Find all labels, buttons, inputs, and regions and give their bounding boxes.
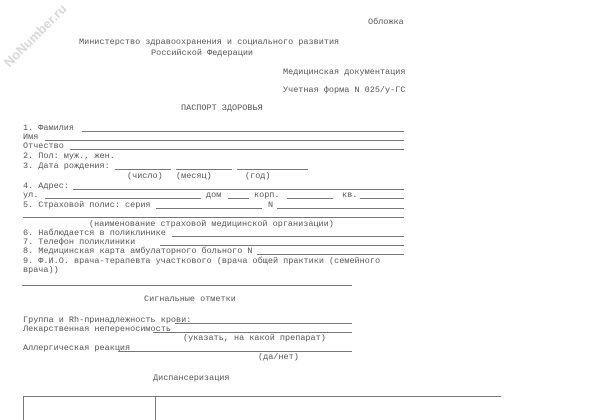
dispensary-table-col-divider bbox=[155, 396, 156, 420]
building-label: корп. bbox=[254, 190, 280, 200]
blood-label: Группа и Rh-принадлежность крови: bbox=[23, 315, 192, 325]
apt-label: кв. bbox=[342, 190, 358, 200]
card-line[interactable] bbox=[257, 254, 404, 255]
page-title: ПАСПОРТ ЗДОРОВЬЯ bbox=[181, 103, 263, 113]
building-line[interactable] bbox=[287, 198, 333, 199]
clinic-line[interactable] bbox=[172, 236, 404, 237]
cover-label: Обложка bbox=[368, 17, 404, 27]
sex-label: 2. Пол: муж., жен. bbox=[23, 151, 115, 161]
patronymic-label: Отчество bbox=[23, 141, 64, 151]
form-number: Учетная форма N 025/у-ГС bbox=[283, 85, 406, 95]
doctor-label-2: врача)) bbox=[23, 265, 59, 275]
allergy-line[interactable] bbox=[118, 351, 352, 352]
house-line[interactable] bbox=[228, 198, 249, 199]
month-hint: (месяц) bbox=[176, 171, 212, 181]
signals-title: Сигнальные отметки bbox=[144, 294, 236, 304]
birth-day-line[interactable] bbox=[115, 169, 171, 170]
name-label: Имя bbox=[23, 132, 39, 142]
birth-year-line[interactable] bbox=[237, 169, 308, 170]
patronymic-line[interactable] bbox=[70, 149, 404, 150]
dispensary-table-col-left bbox=[23, 396, 24, 420]
clinic-phone-label: 7. Телефон поликлиники bbox=[23, 237, 136, 247]
policy-number-line[interactable] bbox=[277, 208, 404, 209]
clinic-label: 6. Наблюдается в поликлинике bbox=[23, 228, 166, 238]
surname-line[interactable] bbox=[82, 131, 404, 132]
card-label: 8. Медицинская карта амбулаторного больного N bbox=[23, 246, 253, 256]
street-label: ул. bbox=[23, 190, 39, 200]
watermark: NoNumber.ru bbox=[0, 1, 70, 70]
birth-month-line[interactable] bbox=[176, 169, 232, 170]
insurer-hint: (наименование страховой медицинской организации) bbox=[89, 219, 334, 229]
drug-hint: (указать, на какой препарат) bbox=[183, 333, 326, 343]
doctor-label-1: 9. Ф.И.О. врача-терапевта участкового (врача общей практики (семейного bbox=[23, 256, 381, 266]
policy-no-label: N bbox=[268, 200, 274, 210]
drug-label: Лекарственная непереносимость bbox=[23, 324, 171, 334]
insurer-line[interactable] bbox=[23, 217, 404, 218]
dispensary-table-top bbox=[23, 396, 501, 397]
doctor-line[interactable] bbox=[22, 285, 352, 286]
apt-line[interactable] bbox=[360, 198, 404, 199]
house-label: дом bbox=[206, 190, 222, 200]
policy-series-line[interactable] bbox=[156, 208, 262, 209]
doc-type: Медицинская документация bbox=[283, 67, 406, 77]
blood-line[interactable] bbox=[175, 323, 352, 324]
address-label: 4. Адрес: bbox=[23, 181, 69, 191]
day-hint: (число) bbox=[127, 171, 163, 181]
name-line[interactable] bbox=[45, 140, 404, 141]
surname-label: 1. Фамилия bbox=[23, 123, 75, 133]
ministry-line-2: Российской Федерации bbox=[151, 48, 254, 58]
street-line[interactable] bbox=[45, 198, 201, 199]
ministry-line-1: Министерство здравоохранения и социального развития bbox=[79, 37, 340, 47]
allergy-label: Аллергическая реакция bbox=[23, 343, 131, 353]
dispensary-title: Диспансеризация bbox=[153, 373, 230, 383]
policy-label: 5. Страховой полис: серия bbox=[23, 200, 151, 210]
allergy-hint: (да/нет) bbox=[258, 352, 299, 362]
year-hint: (год) bbox=[245, 171, 271, 181]
birth-label: 3. Дата рождения: bbox=[23, 161, 110, 171]
